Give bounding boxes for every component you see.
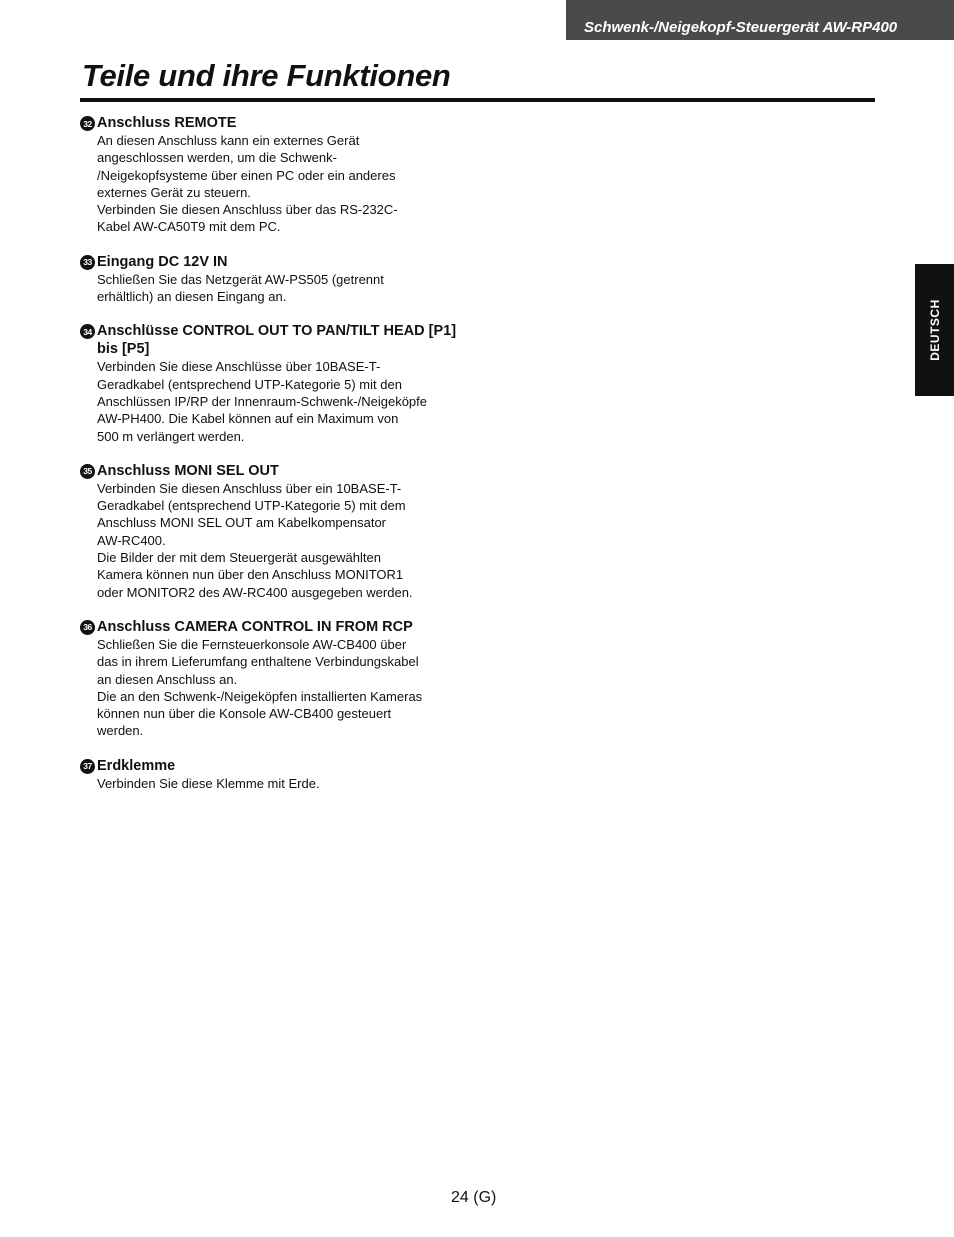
body-line: erhältlich) an diesen Eingang an. [97,289,287,305]
circled-number-icon: 36 [80,620,95,635]
body-line: Geradkabel (entsprechend UTP-Kategorie 5) mit den [97,376,402,392]
section-item [80,462,470,601]
body-line: Die an den Schwenk-/Neigeköpfen installierten Kameras [97,688,423,704]
section-body [97,358,470,444]
body-line: Schließen Sie das Netzgerät AW-PS505 (getrennt [97,271,384,287]
body-line: angeschlossen werden, um die Schwenk- [97,150,337,166]
language-tab-label: DEUTSCH [927,299,942,361]
circled-number-icon: 32 [80,116,95,131]
section-heading [80,757,470,775]
body-line: das in ihrem Lieferumfang enthaltene Verbindungskabel [97,654,419,670]
section-item [80,253,470,306]
section-body [97,636,470,740]
body-line: Schließen Sie die Fernsteuerkonsole AW-CB400 über [97,636,407,652]
title-rule [80,98,875,102]
section-title: Anschlüsse CONTROL OUT TO PAN/TILT HEAD [P1] bis [P5] [97,323,457,358]
body-line: werden. [97,723,144,739]
body-line: können nun über die Konsole AW-CB400 gesteuert [97,706,392,722]
section-title: Anschluss CAMERA CONTROL IN FROM RCP [97,618,413,635]
section-heading [80,322,470,358]
body-line: /Neigekopfsysteme über einen PC oder ein anderes [97,167,396,183]
section-heading [80,618,470,636]
section-heading [80,114,470,132]
body-line: Verbinden Sie diese Klemme mit Erde. [97,775,320,791]
section-body [97,480,470,601]
body-line: Verbinden Sie diese Anschlüsse über 10BASE-T- [97,359,381,375]
body-line: an diesen Anschluss an. [97,671,238,687]
section-heading [80,253,470,271]
section-list [80,114,470,809]
circled-number-icon: 37 [80,759,95,774]
section-body [97,132,470,236]
body-line: Geradkabel (entsprechend UTP-Kategorie 5) mit dem [97,498,406,514]
body-line: Anschlüssen IP/RP der Innenraum-Schwenk-/Neigeköpfe [97,393,427,409]
body-line: Verbinden Sie diesen Anschluss über ein 10BASE-T- [97,480,402,496]
section-body [97,775,470,792]
page-number: 24 (G) [451,1189,497,1206]
circled-number-icon: 35 [80,464,95,479]
body-line: AW-PH400. Die Kabel können auf ein Maximum von [97,411,399,427]
section-body [97,271,470,306]
body-line: externes Gerät zu steuern. [97,184,251,200]
body-line: Die Bilder der mit dem Steuergerät ausgewählten [97,550,381,566]
body-line: oder MONITOR2 des AW-RC400 ausgegeben werden. [97,584,413,600]
section-title: Anschluss REMOTE [97,115,237,131]
circled-number-icon: 33 [80,255,95,270]
body-line: Kabel AW-CA50T9 mit dem PC. [97,219,281,235]
section-item [80,618,470,740]
header-model-label: Schwenk-/Neigekopf-Steuergerät AW-RP400 [566,0,954,40]
body-line: Verbinden Sie diesen Anschluss über das RS-232C- [97,202,398,218]
body-line: Anschluss MONI SEL OUT am Kabelkompensator [97,515,387,531]
body-line: AW-RC400. [97,532,166,548]
section-title: Erdklemme [97,757,176,774]
body-line: 500 m verlängert werden. [97,428,245,444]
section-item [80,757,470,792]
section-item [80,322,470,444]
language-tab [915,264,954,396]
body-line: Kamera können nun über den Anschluss MONITOR1 [97,567,404,583]
section-title: Eingang DC 12V IN [97,253,228,270]
circled-number-icon: 34 [80,324,95,339]
section-item [80,114,470,236]
section-heading [80,462,470,480]
page-title: Teile und ihre Funktionen [82,58,451,93]
section-title: Anschluss MONI SEL OUT [97,462,279,479]
body-line: An diesen Anschluss kann ein externes Gerät [97,133,360,148]
